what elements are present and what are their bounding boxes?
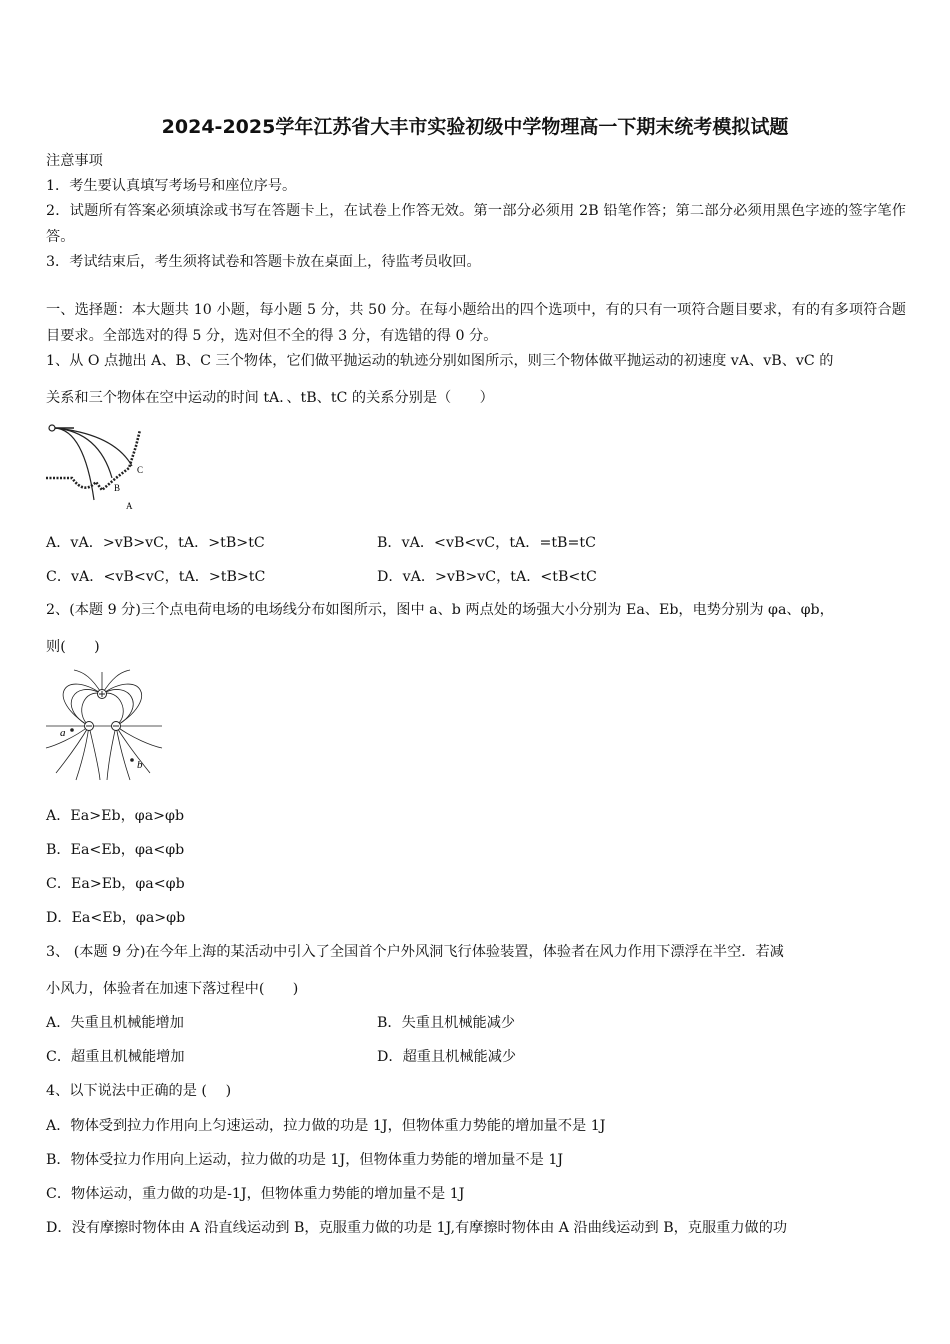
notice-item-1: 1．考生要认真填写考场号和座位序号。 [46, 178, 297, 194]
q1-stem-line1: 1、从 O 点抛出 A、B、C 三个物体，它们做平抛运动的轨迹分别如图所示，则三个物体做平抛运动的初速度 vA、vB、vC 的 [46, 353, 834, 369]
label-b: B [114, 483, 121, 493]
q3-option-a[interactable]: A．失重且机械能增加 [46, 1015, 184, 1031]
q4-option-d[interactable]: D．没有摩擦时物体由 A 沿直线运动到 B，克服重力做的功是 1J,有摩擦时物体由 A 沿曲线运动到 B，克服重力做的功 [46, 1220, 788, 1236]
q2-option-c[interactable]: C．Ea>Eb，φa<φb [46, 876, 185, 892]
q2-stem-line2: 则( ) [46, 639, 100, 655]
section-intro: 一、选择题：本大题共 10 小题，每小题 5 分，共 50 分。在每小题给出的四个选项中，有的只有一项符合题目要求，有的有多项符合题目要求。全部选对的得 5 分，选对但不全的得 3 分，有选错的得 0 分。 [46, 302, 906, 344]
q2-stem-line1: 2、(本题 9 分)三个点电荷电场的电场线分布如图所示，图中 a、b 两点处的场强大小分别为 Ea、Eb，电势分别为 φa、φb， [46, 602, 834, 618]
q1-option-b[interactable]: B．vA．<vB<vC，tA．=tB=tC [377, 535, 596, 551]
notice-item-3: 3．考试结束后，考生须将试卷和答题卡放在桌面上，待监考员收回。 [46, 254, 481, 270]
point-b-label: b [137, 759, 143, 771]
q3-stem-line1: 3、 (本题 9 分)在今年上海的某活动中引入了全国首个户外风洞飞行体验装置，体验者在风力作用下漂浮在半空．若减 [46, 944, 784, 960]
q1-stem-line2: 关系和三个物体在空中运动的时间 tA．、tB、tC 的关系分别是（ ） [46, 390, 494, 406]
q3-option-b[interactable]: B．失重且机械能减少 [377, 1015, 516, 1031]
projectile-trajectory-figure [44, 420, 154, 515]
q1-option-a[interactable]: A．vA．>vB>vC，tA．>tB>tC [46, 535, 265, 551]
q3-option-c[interactable]: C．超重且机械能增加 [46, 1049, 185, 1065]
q4-option-c[interactable]: C．物体运动，重力做的功是-1J，但物体重力势能的增加量不是 1J [46, 1186, 465, 1202]
q4-stem: 4、以下说法中正确的是 ( ) [46, 1083, 232, 1099]
q3-stem-line2: 小风力，体验者在加速下落过程中( ) [46, 981, 299, 997]
q4-option-b[interactable]: B．物体受拉力作用向上运动，拉力做的功是 1J，但物体重力势能的增加量不是 1J [46, 1152, 564, 1168]
q2-option-d[interactable]: D．Ea<Eb，φa>φb [46, 910, 186, 926]
q1-option-d[interactable]: D．vA．>vB>vC，tA．<tB<tC [377, 569, 597, 585]
q3-option-d[interactable]: D．超重且机械能减少 [377, 1049, 517, 1065]
label-c: C [137, 465, 144, 475]
point-a-label: a [60, 727, 66, 739]
q2-option-a[interactable]: A．Ea>Eb，φa>φb [46, 808, 185, 824]
label-a: A [126, 501, 133, 511]
q2-option-b[interactable]: B．Ea<Eb，φa<φb [46, 842, 185, 858]
notice-item-2: 2．试题所有答案必须填涂或书写在答题卡上，在试卷上作答无效。第一部分必须用 2B 铅笔作答；第二部分必须用黑色字迹的签字笔作答。 [46, 203, 906, 245]
q4-option-a[interactable]: A．物体受到拉力作用向上匀速运动，拉力做的功是 1J，但物体重力势能的增加量不是 1J [46, 1118, 606, 1134]
notice-heading: 注意事项 [46, 153, 103, 169]
q1-option-c[interactable]: C．vA．<vB<vC，tA．>tB>tC [46, 569, 266, 585]
electric-field-figure [44, 668, 164, 783]
page-title: 2024-2025学年江苏省大丰市实验初级中学物理高一下期末统考模拟试题 [161, 116, 789, 138]
